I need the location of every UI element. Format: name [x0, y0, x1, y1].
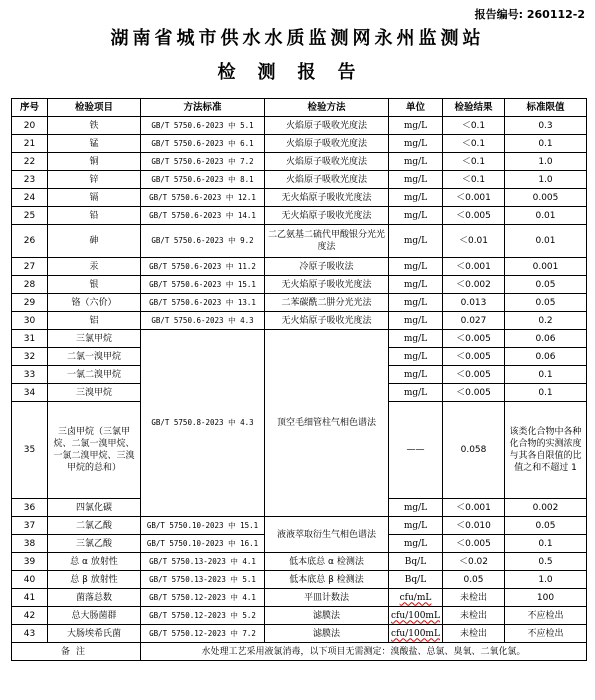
table-cell — [389, 117, 443, 135]
table-cell: ＜0.005 — [443, 384, 505, 402]
header-cell: 方法标准 — [141, 99, 265, 117]
table-cell: ＜0.005 — [443, 207, 505, 225]
table-cell: 0.05 — [443, 571, 505, 589]
table-cell: ＜0.1 — [443, 171, 505, 189]
table-cell: 不应检出 — [505, 607, 587, 625]
table-cell: 0.05 — [505, 276, 587, 294]
table-cell: 31 — [12, 330, 48, 348]
table-row — [12, 625, 587, 643]
table-cell: 36 — [12, 499, 48, 517]
table-cell: GB/T 5750.6-2023 中 5.1 — [141, 117, 265, 135]
table-cell: 铝 — [48, 312, 141, 330]
table-cell: 38 — [12, 535, 48, 553]
unit-text: mg/L — [403, 502, 428, 513]
table-cell: 火焰原子吸收光度法 — [265, 117, 389, 135]
table-cell: 未检出 — [443, 607, 505, 625]
table-cell: 滤膜法 — [265, 625, 389, 643]
table-cell: ＜0.005 — [443, 535, 505, 553]
unit-text: mg/L — [403, 120, 428, 131]
table-cell: 0.05 — [505, 517, 587, 535]
table-cell: 三氯甲烷 — [48, 330, 141, 348]
table-cell — [389, 225, 443, 258]
table-cell: 35 — [12, 402, 48, 499]
table-cell — [389, 589, 443, 607]
table-cell: 33 — [12, 366, 48, 384]
header-cell: 检验项目 — [48, 99, 141, 117]
table-row — [12, 330, 587, 348]
table-cell: 0.1 — [505, 366, 587, 384]
table-cell: ＜0.001 — [443, 189, 505, 207]
header-cell: 标准限值 — [505, 99, 587, 117]
table-cell: ＜0.1 — [443, 117, 505, 135]
table-body — [12, 117, 587, 661]
table-cell: GB/T 5750.8-2023 中 4.3 — [141, 330, 265, 517]
table-cell: 总 β 放射性 — [48, 571, 141, 589]
table-cell: 0.058 — [443, 402, 505, 499]
table-cell: ＜0.005 — [443, 330, 505, 348]
table-cell: 四氯化碳 — [48, 499, 141, 517]
table-cell: 32 — [12, 348, 48, 366]
table-cell: 总 α 放射性 — [48, 553, 141, 571]
table-cell — [389, 207, 443, 225]
table-cell: GB/T 5750.12-2023 中 4.1 — [141, 589, 265, 607]
table-cell: GB/T 5750.12-2023 中 7.2 — [141, 625, 265, 643]
table-cell — [389, 330, 443, 348]
header-cell: 序号 — [12, 99, 48, 117]
unit-text: mg/L — [403, 156, 428, 167]
table-cell: ＜0.1 — [443, 135, 505, 153]
table-cell: 39 — [12, 553, 48, 571]
table-cell: 20 — [12, 117, 48, 135]
table-cell: GB/T 5750.6-2023 中 11.2 — [141, 258, 265, 276]
table-cell: 锌 — [48, 171, 141, 189]
table-cell: 三氯乙酸 — [48, 535, 141, 553]
table-row — [12, 135, 587, 153]
table-cell: 铬（六价） — [48, 294, 141, 312]
table-cell: 无火焰原子吸收光度法 — [265, 276, 389, 294]
table-cell: 0.01 — [505, 225, 587, 258]
table-row — [12, 258, 587, 276]
table-cell: 无火焰原子吸收光度法 — [265, 207, 389, 225]
table-cell: 二氯一溴甲烷 — [48, 348, 141, 366]
table-cell: 24 — [12, 189, 48, 207]
table-cell: 0.1 — [505, 535, 587, 553]
table-cell: 0.06 — [505, 348, 587, 366]
header-cell: 检验方法 — [265, 99, 389, 117]
unit-text: mg/L — [403, 297, 428, 308]
table-cell: GB/T 5750.12-2023 中 5.2 — [141, 607, 265, 625]
table-cell: GB/T 5750.6-2023 中 12.1 — [141, 189, 265, 207]
table-cell: 未检出 — [443, 625, 505, 643]
table-cell: 30 — [12, 312, 48, 330]
table-cell: 0.2 — [505, 312, 587, 330]
table-cell: 冷原子吸收法 — [265, 258, 389, 276]
table-cell — [389, 625, 443, 643]
table-row — [12, 589, 587, 607]
table-cell: 低本底总 β 检测法 — [265, 571, 389, 589]
table-cell: 37 — [12, 517, 48, 535]
report-subtitle: 检测报告 — [217, 62, 378, 83]
table-cell: ＜0.02 — [443, 553, 505, 571]
table-cell: GB/T 5750.6-2023 中 13.1 — [141, 294, 265, 312]
table-cell: ＜0.005 — [443, 348, 505, 366]
table-cell: 34 — [12, 384, 48, 402]
table-cell: 0.027 — [443, 312, 505, 330]
table-cell: GB/T 5750.13-2023 中 5.1 — [141, 571, 265, 589]
table-cell: 三卤甲烷（三氯甲烷、二氯一溴甲烷、一氯二溴甲烷、三溴甲烷的总和） — [48, 402, 141, 499]
table-cell: 二苯碳酰二肼分光光法 — [265, 294, 389, 312]
table-cell: 铜 — [48, 153, 141, 171]
header-cell: 检验结果 — [443, 99, 505, 117]
table-cell: 无火焰原子吸收光度法 — [265, 312, 389, 330]
table-cell: 该类化合物中各种化合物的实测浓度与其各自限值的比值之和不超过 1 — [505, 402, 587, 499]
unit-text: mg/L — [403, 236, 428, 246]
unit-text: Bq/L — [404, 574, 427, 585]
table-cell: 100 — [505, 589, 587, 607]
table-cell: 低本底总 α 检测法 — [265, 553, 389, 571]
note-text: 水处理工艺采用液氯消毒，以下项目无需测定：溴酸盐、总氯、臭氧、二氧化氯。 — [141, 643, 587, 661]
table-header-row — [12, 99, 587, 117]
table-cell: ＜0.01 — [443, 225, 505, 258]
table-cell: 顶空毛细管柱气相色谱法 — [265, 330, 389, 517]
note-row — [12, 643, 587, 661]
unit-text: mg/L — [403, 261, 428, 272]
unit-text: mg/L — [403, 520, 428, 531]
unit-text: Bq/L — [404, 556, 427, 567]
table-row — [12, 189, 587, 207]
table-cell: ＜0.001 — [443, 499, 505, 517]
table-cell: 28 — [12, 276, 48, 294]
table-cell: 二乙氨基二硫代甲酸银分光光度法 — [265, 225, 389, 258]
table-cell — [389, 535, 443, 553]
unit-text: mg/L — [403, 210, 428, 221]
table-cell: 银 — [48, 276, 141, 294]
table-cell: 43 — [12, 625, 48, 643]
table-cell: 0.01 — [505, 207, 587, 225]
table-cell: GB/T 5750.6-2023 中 15.1 — [141, 276, 265, 294]
table-cell: 0.013 — [443, 294, 505, 312]
table-cell: 菌落总数 — [48, 589, 141, 607]
table-cell: 0.1 — [505, 135, 587, 153]
table-row — [12, 553, 587, 571]
table-cell: GB/T 5750.10-2023 中 16.1 — [141, 535, 265, 553]
table-row — [12, 312, 587, 330]
table-cell: 0.06 — [505, 330, 587, 348]
table-cell: 23 — [12, 171, 48, 189]
unit-text: —— — [406, 445, 425, 455]
table-cell — [389, 571, 443, 589]
unit-text: mg/L — [403, 174, 428, 185]
unit-text: mg/L — [403, 138, 428, 149]
table-cell: 汞 — [48, 258, 141, 276]
header-cell: 单位 — [389, 99, 443, 117]
table-cell: ＜0.005 — [443, 366, 505, 384]
table-cell: 0.5 — [505, 553, 587, 571]
table-cell: GB/T 5750.6-2023 中 6.1 — [141, 135, 265, 153]
table-cell: 27 — [12, 258, 48, 276]
table-cell: 铅 — [48, 207, 141, 225]
table-cell: 21 — [12, 135, 48, 153]
table-cell: 总大肠菌群 — [48, 607, 141, 625]
table-cell: 火焰原子吸收光度法 — [265, 135, 389, 153]
table-row — [12, 294, 587, 312]
table-row — [12, 225, 587, 258]
table-cell — [389, 499, 443, 517]
table-cell: 火焰原子吸收光度法 — [265, 153, 389, 171]
table-cell: 镉 — [48, 189, 141, 207]
unit-text: cfu/mL — [399, 592, 432, 603]
note-label: 备注 — [12, 643, 141, 661]
table-cell: 不应检出 — [505, 625, 587, 643]
table-cell: ＜0.002 — [443, 276, 505, 294]
table-row — [12, 171, 587, 189]
table-cell: 无火焰原子吸收光度法 — [265, 189, 389, 207]
table-cell: ＜0.010 — [443, 517, 505, 535]
table-cell: 1.0 — [505, 571, 587, 589]
table-row — [12, 517, 587, 535]
table-cell: 火焰原子吸收光度法 — [265, 171, 389, 189]
table-cell — [389, 402, 443, 499]
table-cell: 1.0 — [505, 153, 587, 171]
table-cell: 29 — [12, 294, 48, 312]
table-cell: GB/T 5750.6-2023 中 8.1 — [141, 171, 265, 189]
table-row — [12, 607, 587, 625]
unit-text: cfu/100mL — [391, 610, 440, 621]
table-cell: 0.05 — [505, 294, 587, 312]
table-cell: 液液萃取衍生气相色谱法 — [265, 517, 389, 553]
table-cell: 1.0 — [505, 171, 587, 189]
table-cell — [389, 153, 443, 171]
table-cell: ＜0.1 — [443, 153, 505, 171]
table-cell — [389, 258, 443, 276]
table-row — [12, 276, 587, 294]
table-cell: 42 — [12, 607, 48, 625]
table-row — [12, 153, 587, 171]
unit-text: mg/L — [403, 369, 428, 380]
table-cell: 平皿计数法 — [265, 589, 389, 607]
table-cell: 大肠埃希氏菌 — [48, 625, 141, 643]
table-cell: ＜0.001 — [443, 258, 505, 276]
unit-text: mg/L — [403, 387, 428, 398]
table-cell: 0.3 — [505, 117, 587, 135]
table-cell — [389, 312, 443, 330]
table-cell — [389, 135, 443, 153]
table-cell: 26 — [12, 225, 48, 258]
table-cell: 41 — [12, 589, 48, 607]
table-cell: 锰 — [48, 135, 141, 153]
table-row — [12, 207, 587, 225]
table-cell: 0.001 — [505, 258, 587, 276]
table-row — [12, 117, 587, 135]
table-cell — [389, 553, 443, 571]
results-table — [11, 98, 587, 661]
table-cell — [389, 171, 443, 189]
unit-text: mg/L — [403, 279, 428, 290]
table-cell — [389, 189, 443, 207]
table-cell: GB/T 5750.10-2023 中 15.1 — [141, 517, 265, 535]
table-cell — [389, 517, 443, 535]
table-cell: 二氯乙酸 — [48, 517, 141, 535]
table-cell — [389, 366, 443, 384]
unit-text: mg/L — [403, 315, 428, 326]
table-cell — [389, 276, 443, 294]
table-cell: 0.1 — [505, 384, 587, 402]
report-title: 湖南省城市供水水质监测网永州监测站 — [110, 28, 485, 49]
table-cell — [389, 607, 443, 625]
table-cell — [389, 348, 443, 366]
table-cell: 0.005 — [505, 189, 587, 207]
table-cell: GB/T 5750.6-2023 中 4.3 — [141, 312, 265, 330]
table-cell: 三溴甲烷 — [48, 384, 141, 402]
table-cell: 铁 — [48, 117, 141, 135]
table-cell: GB/T 5750.6-2023 中 14.1 — [141, 207, 265, 225]
unit-text: mg/L — [403, 351, 428, 362]
table-cell: GB/T 5750.6-2023 中 7.2 — [141, 153, 265, 171]
table-cell: 砷 — [48, 225, 141, 258]
report-number: 报告编号: 260112-2 — [474, 8, 585, 21]
table-cell: 一氯二溴甲烷 — [48, 366, 141, 384]
table-cell: 22 — [12, 153, 48, 171]
table-cell: 0.002 — [505, 499, 587, 517]
unit-text: mg/L — [403, 192, 428, 203]
table-cell: GB/T 5750.6-2023 中 9.2 — [141, 225, 265, 258]
table-cell — [389, 294, 443, 312]
table-row — [12, 571, 587, 589]
table-cell: 滤膜法 — [265, 607, 389, 625]
table-cell: 未检出 — [443, 589, 505, 607]
unit-text: cfu/100mL — [391, 628, 440, 639]
table-cell: GB/T 5750.13-2023 中 4.1 — [141, 553, 265, 571]
table-cell — [389, 384, 443, 402]
table-cell: 25 — [12, 207, 48, 225]
unit-text: mg/L — [403, 333, 428, 344]
table-cell: 40 — [12, 571, 48, 589]
unit-text: mg/L — [403, 538, 428, 549]
